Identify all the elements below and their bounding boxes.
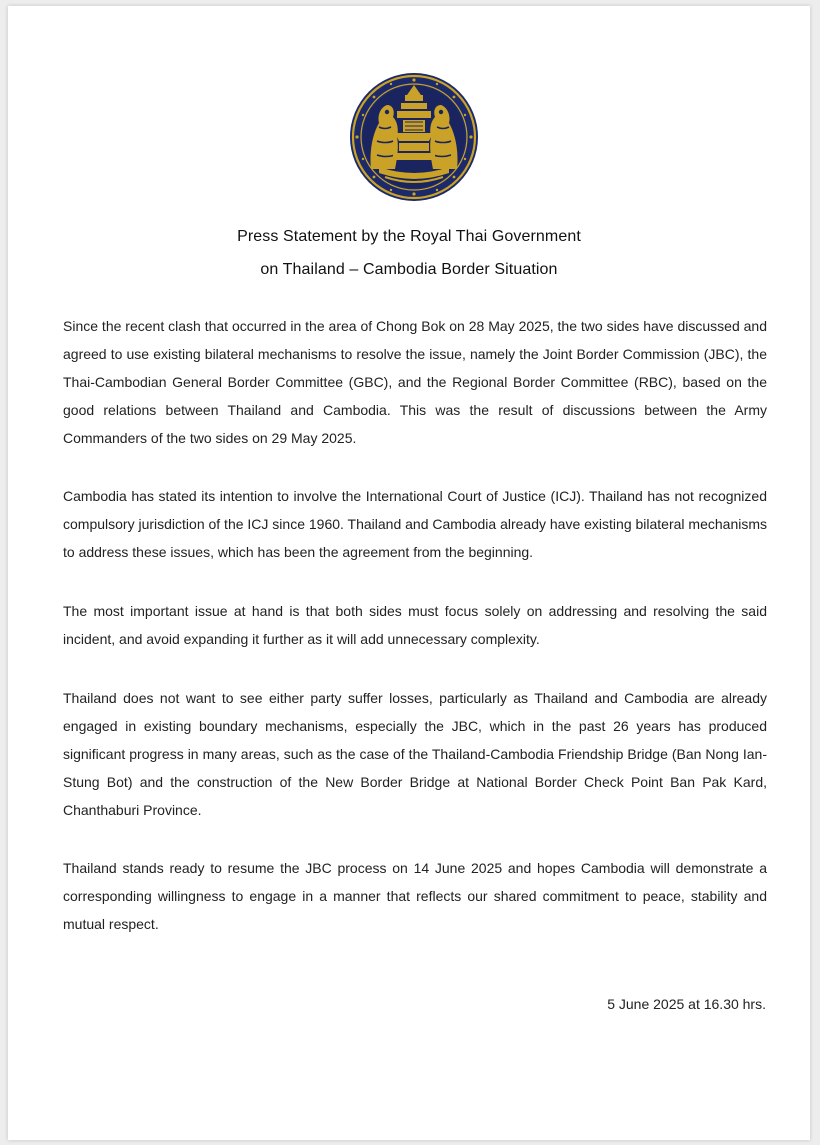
paragraph-focus-on-incident: The most important issue at hand is that both sides must focus solely on addressing and resolving the said incident, and avoid expanding it further as it will add unnecessary complexity.: [63, 603, 767, 647]
paragraph-jbc-progress: Thailand does not want to see either party suffer losses, particularly as Thailand and Cambodia are already engaged in existing boundary mechanisms, especially the JBC, which in the past 26 years has produced significant progress in many areas, such as the case of the Thailand-Cambodia Friendship Bridge (Ban Nong Ian-Stung Bot) and the construction of the New Border Bridge at National Border Check Point Ban Pak Kard, Chanthaburi Province.: [63, 690, 767, 818]
statement-title-line-2: on Thailand – Cambodia Border Situation: [260, 261, 558, 278]
statement-title-line-1: Press Statement by the Royal Thai Government: [237, 228, 581, 245]
statement-dateline: 5 June 2025 at 16.30 hrs.: [607, 996, 766, 1012]
paragraph-resume-jbc: Thailand stands ready to resume the JBC process on 14 June 2025 and hopes Cambodia will demonstrate a corresponding willingness to engage in a manner that reflects our shared commitment to peace, stability and mutual respect.: [63, 860, 767, 932]
paragraph-chong-bok-clash: Since the recent clash that occurred in the area of Chong Bok on 28 May 2025, the two sides have discussed and agreed to use existing bilateral mechanisms to resolve the issue, namely the Joint Border Commission (JBC), the Thai-Cambodian General Border Committee (GBC), and the Regional Border Committee (RBC), based on the good relations between Thailand and Cambodia. This was the result of discussions between the Army Commanders of the two sides on 29 May 2025.: [63, 318, 767, 446]
paragraph-icj-position: Cambodia has stated its intention to involve the International Court of Justice (ICJ). Thailand has not recognized compulsory jurisdiction of the ICJ since 1960. Thailand and Cambodia already have existing bilateral mechanisms to address these issues, which has been the agreement from the beginning.: [63, 488, 767, 560]
royal-thai-government-emblem: [349, 71, 479, 203]
press-statement-page: [8, 6, 810, 1140]
